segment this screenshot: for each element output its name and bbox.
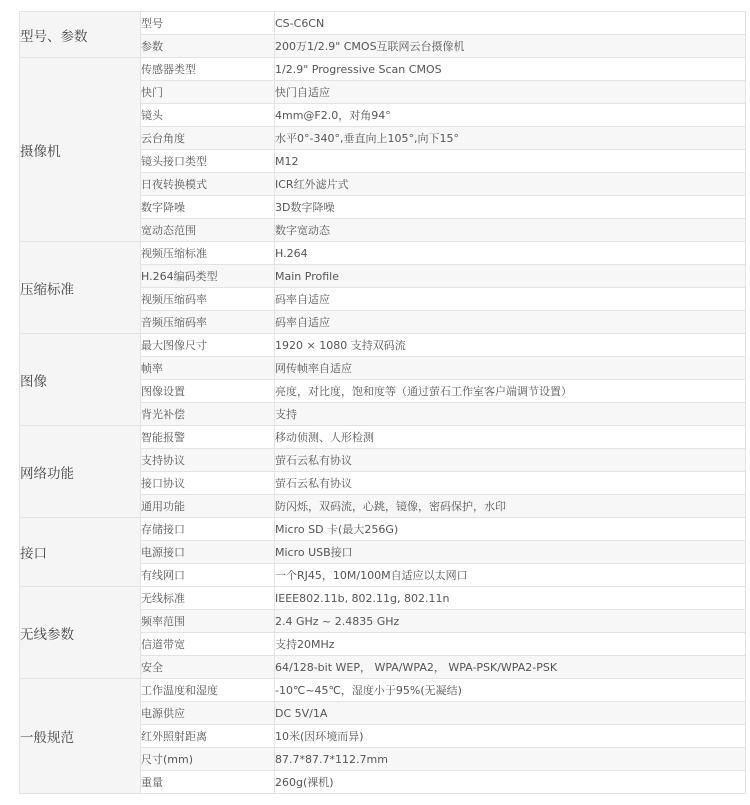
spec-value: 3D数字降噪	[275, 196, 746, 219]
spec-value: 200万1/2.9" CMOS互联网云台摄像机	[275, 35, 746, 58]
spec-value: 一个RJ45，10M/100M自适应以太网口	[275, 564, 746, 587]
spec-key: 智能报警	[141, 426, 275, 449]
category-label: 接口	[20, 518, 141, 587]
spec-key: 音频压缩码率	[141, 311, 275, 334]
category-label: 无线参数	[20, 587, 141, 679]
spec-key: 宽动态范围	[141, 219, 275, 242]
spec-value: 数字宽动态	[275, 219, 746, 242]
spec-key: 支持协议	[141, 449, 275, 472]
spec-key: 无线标准	[141, 587, 275, 610]
spec-key: H.264编码类型	[141, 265, 275, 288]
spec-row	[20, 518, 746, 541]
spec-value: DC 5V/1A	[275, 702, 746, 725]
spec-key: 通用功能	[141, 495, 275, 518]
spec-value: CS-C6CN	[275, 12, 746, 35]
spec-key: 型号	[141, 12, 275, 35]
spec-row	[20, 242, 746, 265]
spec-key: 有线网口	[141, 564, 275, 587]
spec-value: M12	[275, 150, 746, 173]
spec-row	[20, 58, 746, 81]
spec-value: Micro SD 卡(最大256G)	[275, 518, 746, 541]
spec-value: 亮度，对比度，饱和度等（通过萤石工作室客户端调节设置）	[275, 380, 746, 403]
spec-value: IEEE802.11b, 802.11g, 802.11n	[275, 587, 746, 610]
spec-value: 防闪烁，双码流，心跳，镜像，密码保护，水印	[275, 495, 746, 518]
spec-key: 接口协议	[141, 472, 275, 495]
category-label: 压缩标准	[20, 242, 141, 334]
spec-key: 视频压缩标准	[141, 242, 275, 265]
spec-key: 镜头	[141, 104, 275, 127]
spec-value: 码率自适应	[275, 288, 746, 311]
spec-table	[19, 11, 746, 794]
category-label: 图像	[20, 334, 141, 426]
spec-row	[20, 679, 746, 702]
category-label: 型号、参数	[20, 12, 141, 58]
spec-value: 网传帧率自适应	[275, 357, 746, 380]
spec-key: 传感器类型	[141, 58, 275, 81]
spec-row	[20, 12, 746, 35]
spec-key: 红外照射距离	[141, 725, 275, 748]
spec-key: 重量	[141, 771, 275, 794]
spec-row	[20, 426, 746, 449]
spec-value: 萤石云私有协议	[275, 449, 746, 472]
spec-value: H.264	[275, 242, 746, 265]
spec-value: 260g(裸机)	[275, 771, 746, 794]
spec-value: 移动侦测、人形检测	[275, 426, 746, 449]
spec-table-body	[20, 12, 746, 794]
spec-row	[20, 587, 746, 610]
spec-key: 背光补偿	[141, 403, 275, 426]
spec-key: 云台角度	[141, 127, 275, 150]
spec-row	[20, 334, 746, 357]
spec-key: 帧率	[141, 357, 275, 380]
category-label: 一般规范	[20, 679, 141, 794]
spec-value: ICR红外滤片式	[275, 173, 746, 196]
spec-value: 支持20MHz	[275, 633, 746, 656]
spec-value: 1920 × 1080 支持双码流	[275, 334, 746, 357]
spec-value: 10米(因环境而异)	[275, 725, 746, 748]
spec-value: 支持	[275, 403, 746, 426]
spec-value: -10℃~45℃，湿度小于95%(无凝结)	[275, 679, 746, 702]
spec-value: 1/2.9" Progressive Scan CMOS	[275, 58, 746, 81]
spec-key: 工作温度和湿度	[141, 679, 275, 702]
spec-value: Main Profile	[275, 265, 746, 288]
spec-key: 数字降噪	[141, 196, 275, 219]
spec-value: Micro USB接口	[275, 541, 746, 564]
category-label: 网络功能	[20, 426, 141, 518]
spec-key: 视频压缩码率	[141, 288, 275, 311]
spec-key: 镜头接口类型	[141, 150, 275, 173]
spec-key: 快门	[141, 81, 275, 104]
spec-value: 码率自适应	[275, 311, 746, 334]
spec-value: 64/128-bit WEP， WPA/WPA2， WPA-PSK/WPA2-PSK	[275, 656, 746, 679]
spec-key: 信道带宽	[141, 633, 275, 656]
spec-key: 频率范围	[141, 610, 275, 633]
spec-value: 快门自适应	[275, 81, 746, 104]
spec-key: 尺寸(mm)	[141, 748, 275, 771]
spec-key: 安全	[141, 656, 275, 679]
spec-key: 最大图像尺寸	[141, 334, 275, 357]
spec-key: 存储接口	[141, 518, 275, 541]
spec-value: 2.4 GHz ~ 2.4835 GHz	[275, 610, 746, 633]
spec-key: 电源接口	[141, 541, 275, 564]
spec-key: 日夜转换模式	[141, 173, 275, 196]
spec-key: 电源供应	[141, 702, 275, 725]
spec-sheet	[19, 11, 745, 794]
spec-value: 水平0°-340°,垂直向上105°,向下15°	[275, 127, 746, 150]
spec-value: 4mm@F2.0，对角94°	[275, 104, 746, 127]
spec-key: 图像设置	[141, 380, 275, 403]
category-label: 摄像机	[20, 58, 141, 242]
spec-key: 参数	[141, 35, 275, 58]
spec-value: 萤石云私有协议	[275, 472, 746, 495]
spec-value: 87.7*87.7*112.7mm	[275, 748, 746, 771]
